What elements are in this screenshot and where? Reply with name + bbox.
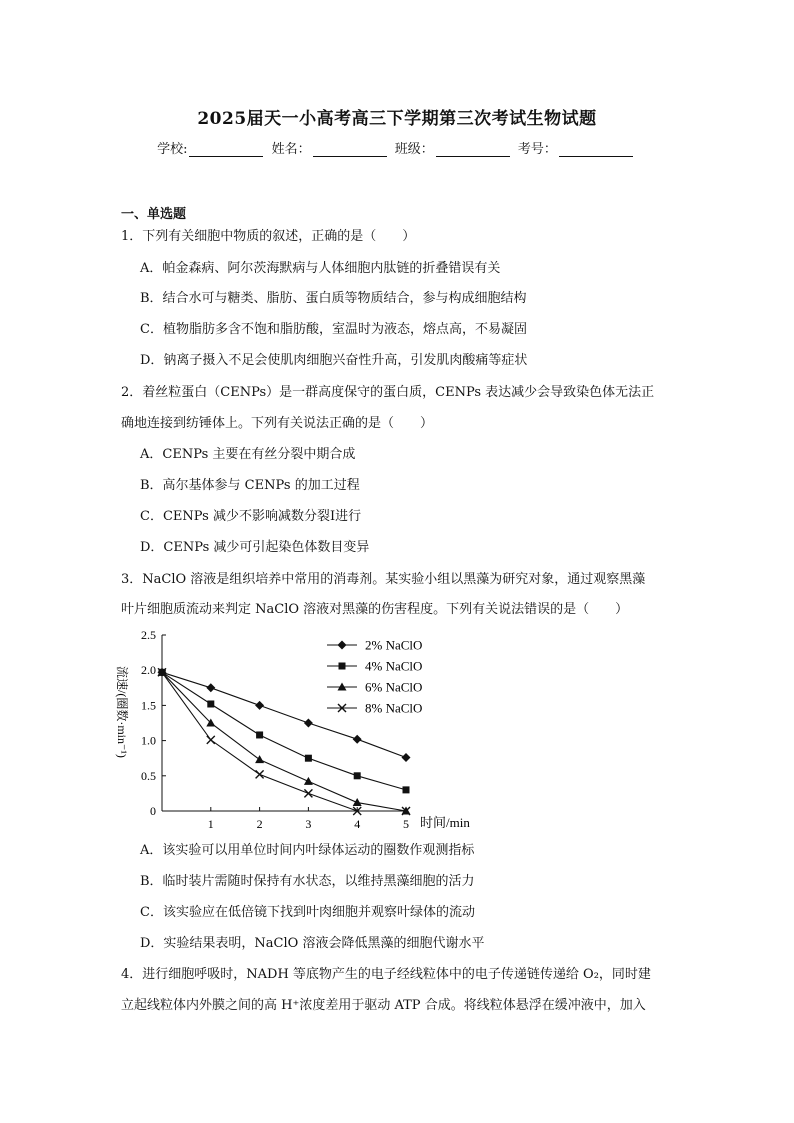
data-point [353, 735, 362, 744]
chart-legend [327, 638, 422, 716]
legend-label: 6% NaClO [365, 679, 423, 695]
legend-label: 4% NaClO [365, 658, 423, 674]
question-1-option-d[interactable]: D．钠离子摄入不足会使肌肉细胞兴奋性升高，引发肌肉酸痛等症状 [140, 353, 528, 368]
y-tick-label: 2.0 [141, 663, 156, 678]
legend-marker [339, 663, 346, 670]
legend-label: 8% NaClO [365, 700, 423, 716]
question-1-option-a[interactable]: A．帕金森病、阿尔茨海默病与人体细胞内肽链的折叠错误有关 [140, 261, 501, 276]
data-point [305, 755, 312, 762]
question-3-option-d[interactable]: D．实验结果表明，NaClO 溶液会降低黑藻的细胞代谢水平 [140, 936, 485, 951]
question-3-stem-line-2: 叶片细胞质流动来判定 NaClO 溶液对黑藻的伤害程度。下列有关说法错误的是（ ） [121, 602, 629, 617]
name-label: 姓名： [271, 142, 311, 157]
y-axis-title: 流速/(圈数·min⁻¹) [115, 666, 129, 758]
school-label: 学校: [157, 142, 188, 157]
exam-number-label: 考号： [517, 142, 557, 157]
data-point [304, 719, 313, 728]
section-title: 一、单选题 [121, 207, 187, 222]
question-4-stem-line-1: 4．进行细胞呼吸时，NADH 等底物产生的电子经线粒体中的电子传递链传递给 O₂，同时建 [121, 967, 651, 982]
data-point [402, 753, 411, 762]
question-2-option-c[interactable]: C．CENPs 减少不影响减数分裂Ⅰ进行 [140, 509, 362, 524]
y-tick-label: 0 [150, 804, 156, 818]
data-point [206, 683, 215, 692]
x-axis-title: 时间/min [420, 815, 470, 830]
y-tick-label: 1.5 [141, 698, 156, 713]
question-1-stem: 1．下列有关细胞中物质的叙述，正确的是（ ） [121, 229, 416, 244]
data-point [354, 772, 361, 779]
question-2-option-b[interactable]: B．高尔基体参与 CENPs 的加工过程 [140, 478, 360, 493]
question-3-option-b[interactable]: B．临时装片需随时保持有水状态，以维持黑藻细胞的活力 [140, 874, 475, 889]
x-tick-label: 2 [256, 817, 263, 831]
class-label: 班级： [394, 142, 434, 157]
data-point [353, 798, 362, 806]
data-point [304, 777, 313, 785]
question-3-option-c[interactable]: C．该实验应在低倍镜下找到叶肉细胞并观察叶绿体的流动 [140, 905, 475, 920]
question-3-option-a[interactable]: A．该实验可以用单位时间内叶绿体运动的圈数作观测指标 [140, 843, 475, 858]
question-2-option-d[interactable]: D．CENPs 减少可引起染色体数目变异 [140, 540, 370, 555]
school-blank[interactable] [189, 142, 263, 157]
question-3-stem-line-1: 3．NaClO 溶液是组织培养中常用的消毒剂。某实验小组以黑藻为研究对象，通过观察黑藻 [121, 572, 646, 587]
legend-label: 2% NaClO [365, 637, 423, 653]
data-point [207, 700, 214, 707]
question-2-stem-line-1: 2．着丝粒蛋白（CENPs）是一群高度保守的蛋白质，CENPs 表达减少会导致染色体无法正 [121, 385, 655, 400]
x-tick-label: 1 [207, 817, 214, 831]
data-point [207, 736, 215, 744]
data-point [255, 755, 264, 763]
question-1-option-b[interactable]: B．结合水可与糖类、脂肪、蛋白质等物质结合，参与构成细胞结构 [140, 291, 527, 306]
class-blank[interactable] [436, 142, 510, 157]
y-tick-label: 1.0 [141, 733, 156, 748]
data-point [256, 770, 264, 778]
data-point [403, 786, 410, 793]
y-tick-label: 0.5 [141, 768, 156, 783]
data-point [256, 731, 263, 738]
exam-title: 2025届天一小高考高三下学期第三次考试生物试题 [197, 109, 597, 129]
legend-marker [338, 641, 347, 650]
question-4-stem-line-2: 立起线粒体内外膜之间的高 H⁺浓度差用于驱动 ATP 合成。将线粒体悬浮在缓冲液中，加入 [121, 998, 646, 1013]
y-tick-label: 2.5 [141, 628, 156, 642]
x-tick-label: 3 [305, 817, 312, 831]
question-2-stem-line-2: 确地连接到纺锤体上。下列有关说法正确的是（ ） [121, 416, 434, 431]
x-tick-label: 5 [403, 817, 409, 831]
data-point [255, 701, 264, 710]
flow-rate-chart [115, 628, 478, 833]
question-2-option-a[interactable]: A．CENPs 主要在有丝分裂中期合成 [140, 447, 356, 462]
question-1-option-c[interactable]: C．植物脂肪多含不饱和脂肪酸，室温时为液态，熔点高，不易凝固 [140, 322, 527, 337]
student-info-row [0, 138, 794, 157]
x-tick-label: 4 [354, 817, 361, 831]
data-point [304, 789, 312, 797]
name-blank[interactable] [313, 142, 387, 157]
exam-number-blank[interactable] [559, 142, 633, 157]
